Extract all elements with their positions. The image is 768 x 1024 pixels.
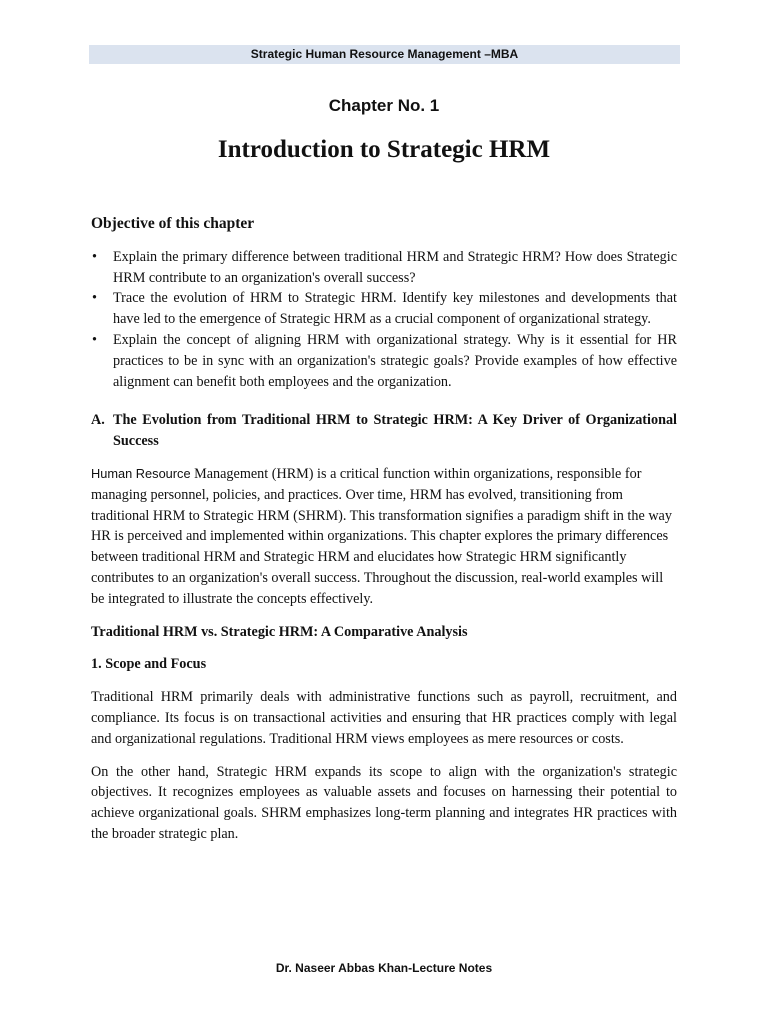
scope-paragraph-traditional: Traditional HRM primarily deals with administrative functions such as payroll, recruitment, and compliance. Its focus is on transactional activities and ensuring that HR practices comply with legal and organizational regulations. Traditional HRM views employees as mere resources or costs. — [91, 689, 677, 747]
objectives-list — [91, 247, 677, 393]
section-title: The Evolution from Traditional HRM to Strategic HRM: A Key Driver of Organizational Success — [113, 412, 677, 450]
section-a-heading — [91, 410, 677, 452]
intro-lead: Human Resource — [91, 465, 191, 481]
page-footer: Dr. Naseer Abbas Khan-Lecture Notes — [275, 961, 493, 975]
scope-heading: 1. Scope and Focus — [91, 656, 207, 673]
comparative-heading: Traditional HRM vs. Strategic HRM: A Comparative Analysis — [91, 623, 468, 640]
objective-item: • Explain the concept of aligning HRM with organizational strategy. Why is it essential for HR practices to be in sync with an organization's strategic goals? Provide examples of how effective alignment can benefit both employees and the organization. — [113, 330, 677, 392]
objective-item: • Trace the evolution of HRM to Strategic HRM. Identify key milestones and developments that have led to the emergence of Strategic HRM as a crucial component of organizational strategy. — [113, 288, 677, 330]
chapter-title: Introduction to Strategic HRM — [217, 136, 551, 163]
intro-paragraph — [91, 464, 677, 610]
chapter-number: Chapter No. 1 — [328, 96, 440, 115]
section-letter: A. — [91, 412, 105, 429]
objectives-heading: Objective of this chapter — [91, 215, 255, 232]
scope-paragraph-strategic: On the other hand, Strategic HRM expands its scope to align with the organization's strategic objectives. It recognizes employees as valuable assets and focuses on harnessing their potential to achieve organizational goals. SHRM emphasizes long-term planning and integrates HR practices with the broader strategic plan. — [91, 763, 677, 842]
running-header: Strategic Human Resource Management –MBA — [89, 45, 680, 64]
intro-text: Management (HRM) is a critical function within organizations, responsible for managing personnel, policies, and practices. Over time, HRM has evolved, transitioning from traditional HRM to Strategic HRM (SHRM). This transformation signifies a paradigm shift in the way HR is perceived and implemented within organizations. This chapter explores the primary differences between traditional HRM and Strategic HRM and elucidates how Strategic HRM significantly contributes to an organization's overall success. Throughout the discussion, real-world examples will be integrated to illustrate the concepts effectively. — [91, 465, 672, 607]
page-body — [91, 214, 677, 845]
objective-item: • Explain the primary difference between traditional HRM and Strategic HRM? How does Strategic HRM contribute to an organization's overall success? — [113, 247, 677, 289]
